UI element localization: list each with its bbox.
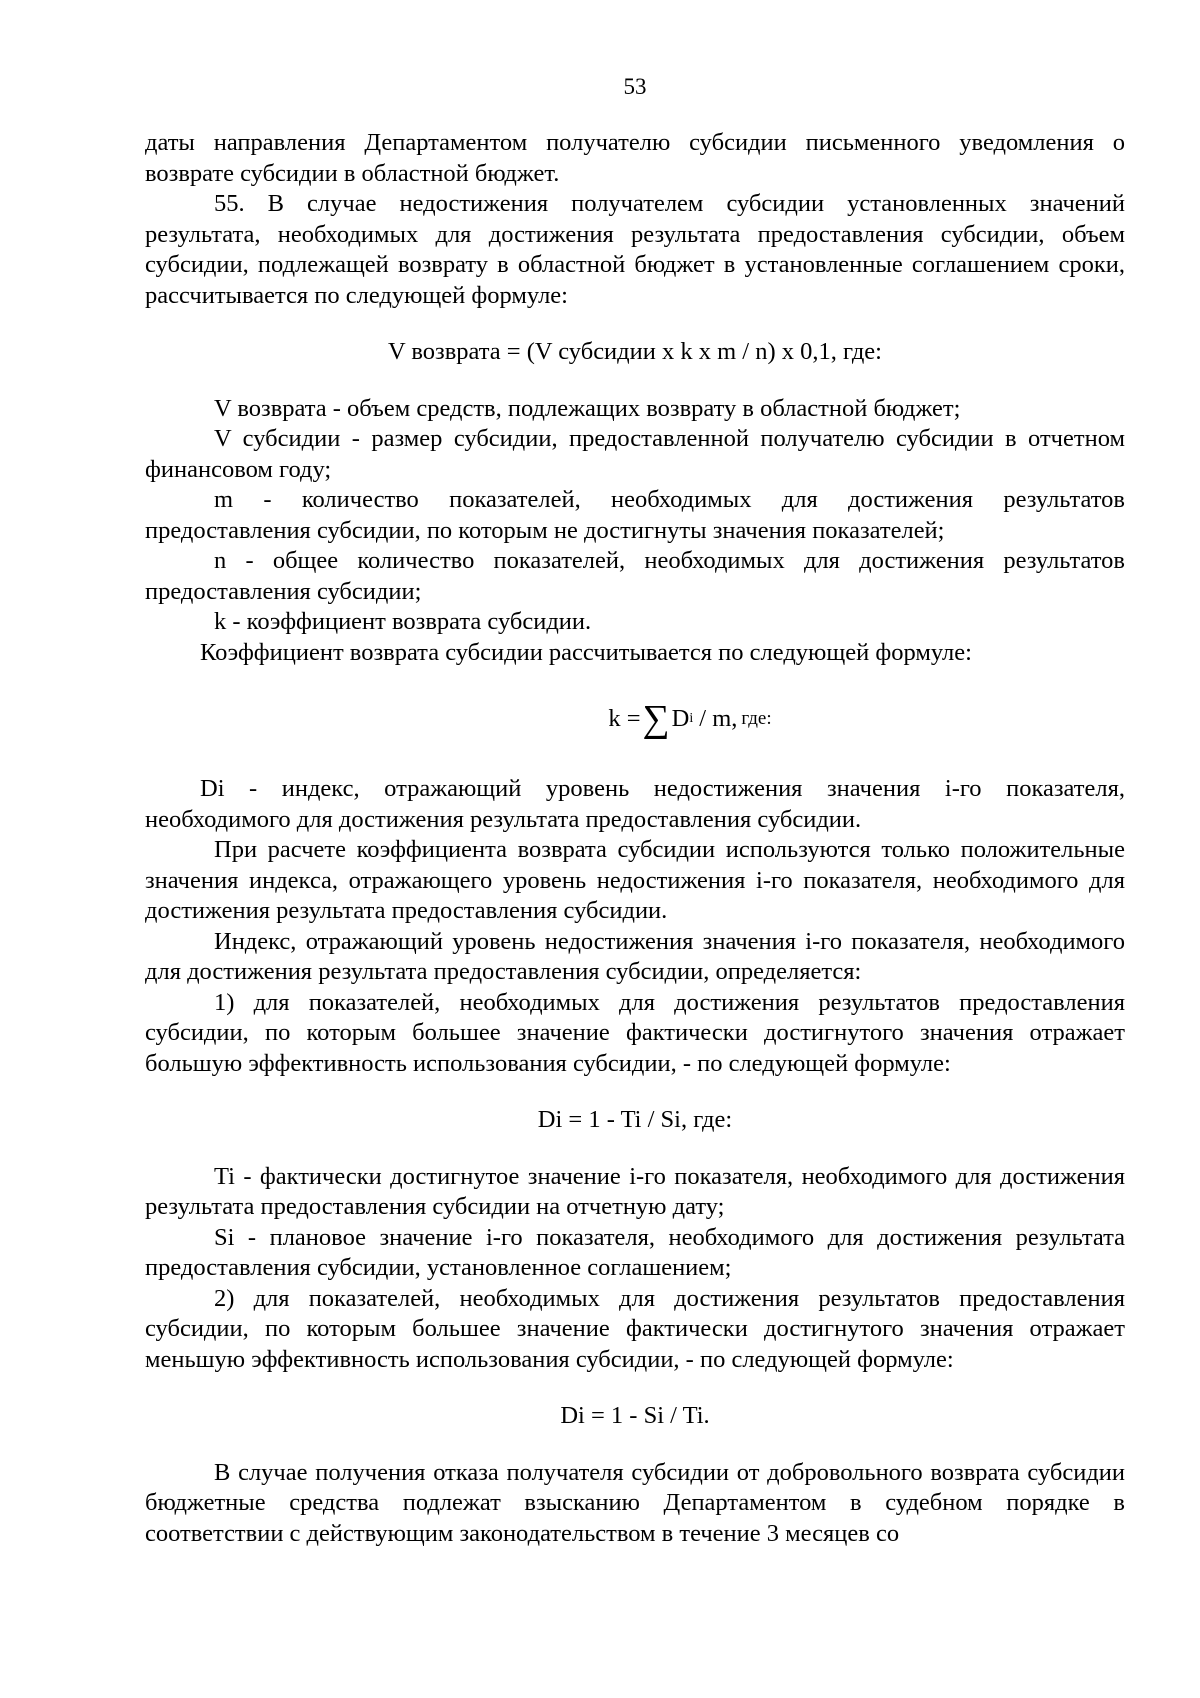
- document-body: [145, 128, 1125, 1549]
- definition-ti: Ti - фактически достигнутое значение i-го показателя, необходимого для достижения результата предоставления субсидии на отчетную дату;: [145, 1162, 1125, 1220]
- definition-v-subsidy: V субсидии - размер субсидии, предоставленной получателю субсидии в отчетном финансовом году;: [145, 425, 1125, 483]
- sigma-symbol: ∑: [642, 698, 670, 740]
- formula-case-1: Di = 1 - Ti / Si, где:: [537, 1106, 733, 1133]
- definition-k: k - коэффициент возврата субсидии.: [214, 608, 592, 635]
- formula-k-lhs: k =: [608, 704, 641, 732]
- k-formula-intro: Коэффициент возврата субсидии рассчитывается по следующей формуле:: [200, 638, 972, 666]
- definition-si: Si - плановое значение i-го показателя, необходимого для достижения результата предоставления субсидии, установленное соглашением;: [145, 1223, 1125, 1281]
- definition-v-return: V возврата - объем средств, подлежащих возврату в областной бюджет;: [214, 394, 961, 422]
- paragraph-clause-55: 55. В случае недостижения получателем субсидии установленных значений результата, необходимых для достижения результата предоставления субсидии, объем субсидии, подлежащей возврату в областной бюджет в установленные соглашением сроки, рассчитывается по следующей формуле:: [145, 190, 1125, 309]
- formula-k-rest: / m,: [699, 704, 738, 732]
- definition-n: n - общее количество показателей, необходимых для достижения результатов предоставления субсидии;: [145, 547, 1125, 605]
- paragraph-continuation: даты направления Департаментом получателю субсидии письменного уведомления о возврате субсидии в областной бюджет.: [145, 129, 1125, 187]
- paragraph-positive-only: При расчете коэффициента возврата субсидии используются только положительные значения индекса, отражающего уровень недостижения i-го показателя, необходимого для достижения результата предоставления субсидии.: [145, 836, 1125, 924]
- paragraph-index-determined: Индекс, отражающий уровень недостижения значения i-го показателя, необходимого для достижения результата предоставления субсидии, определяется:: [145, 927, 1125, 985]
- formula-case-2: Di = 1 - Si / Ti.: [560, 1402, 710, 1429]
- paragraph-refusal: В случае получения отказа получателя субсидии от добровольного возврата субсидии бюджетные средства подлежат взысканию Департаментом в судебном порядке в соответствии с действующим законодательством в течение 3 месяцев со: [145, 1458, 1125, 1547]
- definition-di: Di - индекс, отражающий уровень недостижения значения i-го показателя, необходимого для достижения результата предоставления субсидии.: [145, 775, 1125, 833]
- formula-k-where: где:: [741, 707, 772, 729]
- paragraph-case-1: 1) для показателей, необходимых для достижения результатов предоставления субсидии, по которым большее значение фактически достигнутого значения отражает большую эффективность использования субсидии, - по следующей формуле:: [145, 988, 1125, 1077]
- formula-k: [145, 694, 1125, 744]
- definition-m: m - количество показателей, необходимых для достижения результатов предоставления субсидии, по которым не достигнуты значения показателей;: [145, 486, 1125, 544]
- formula-k-subscript: i: [689, 710, 694, 726]
- formula-k-d: D: [671, 704, 690, 732]
- formula-v-return: V возврата = (V субсидии x k x m / n) x 0,1, где:: [388, 338, 882, 365]
- page-number: 53: [623, 74, 647, 99]
- paragraph-case-2: 2) для показателей, необходимых для достижения результатов предоставления субсидии, по которым большее значение фактически достигнутого значения отражает меньшую эффективность использования субсидии, - по следующей формуле:: [145, 1284, 1125, 1373]
